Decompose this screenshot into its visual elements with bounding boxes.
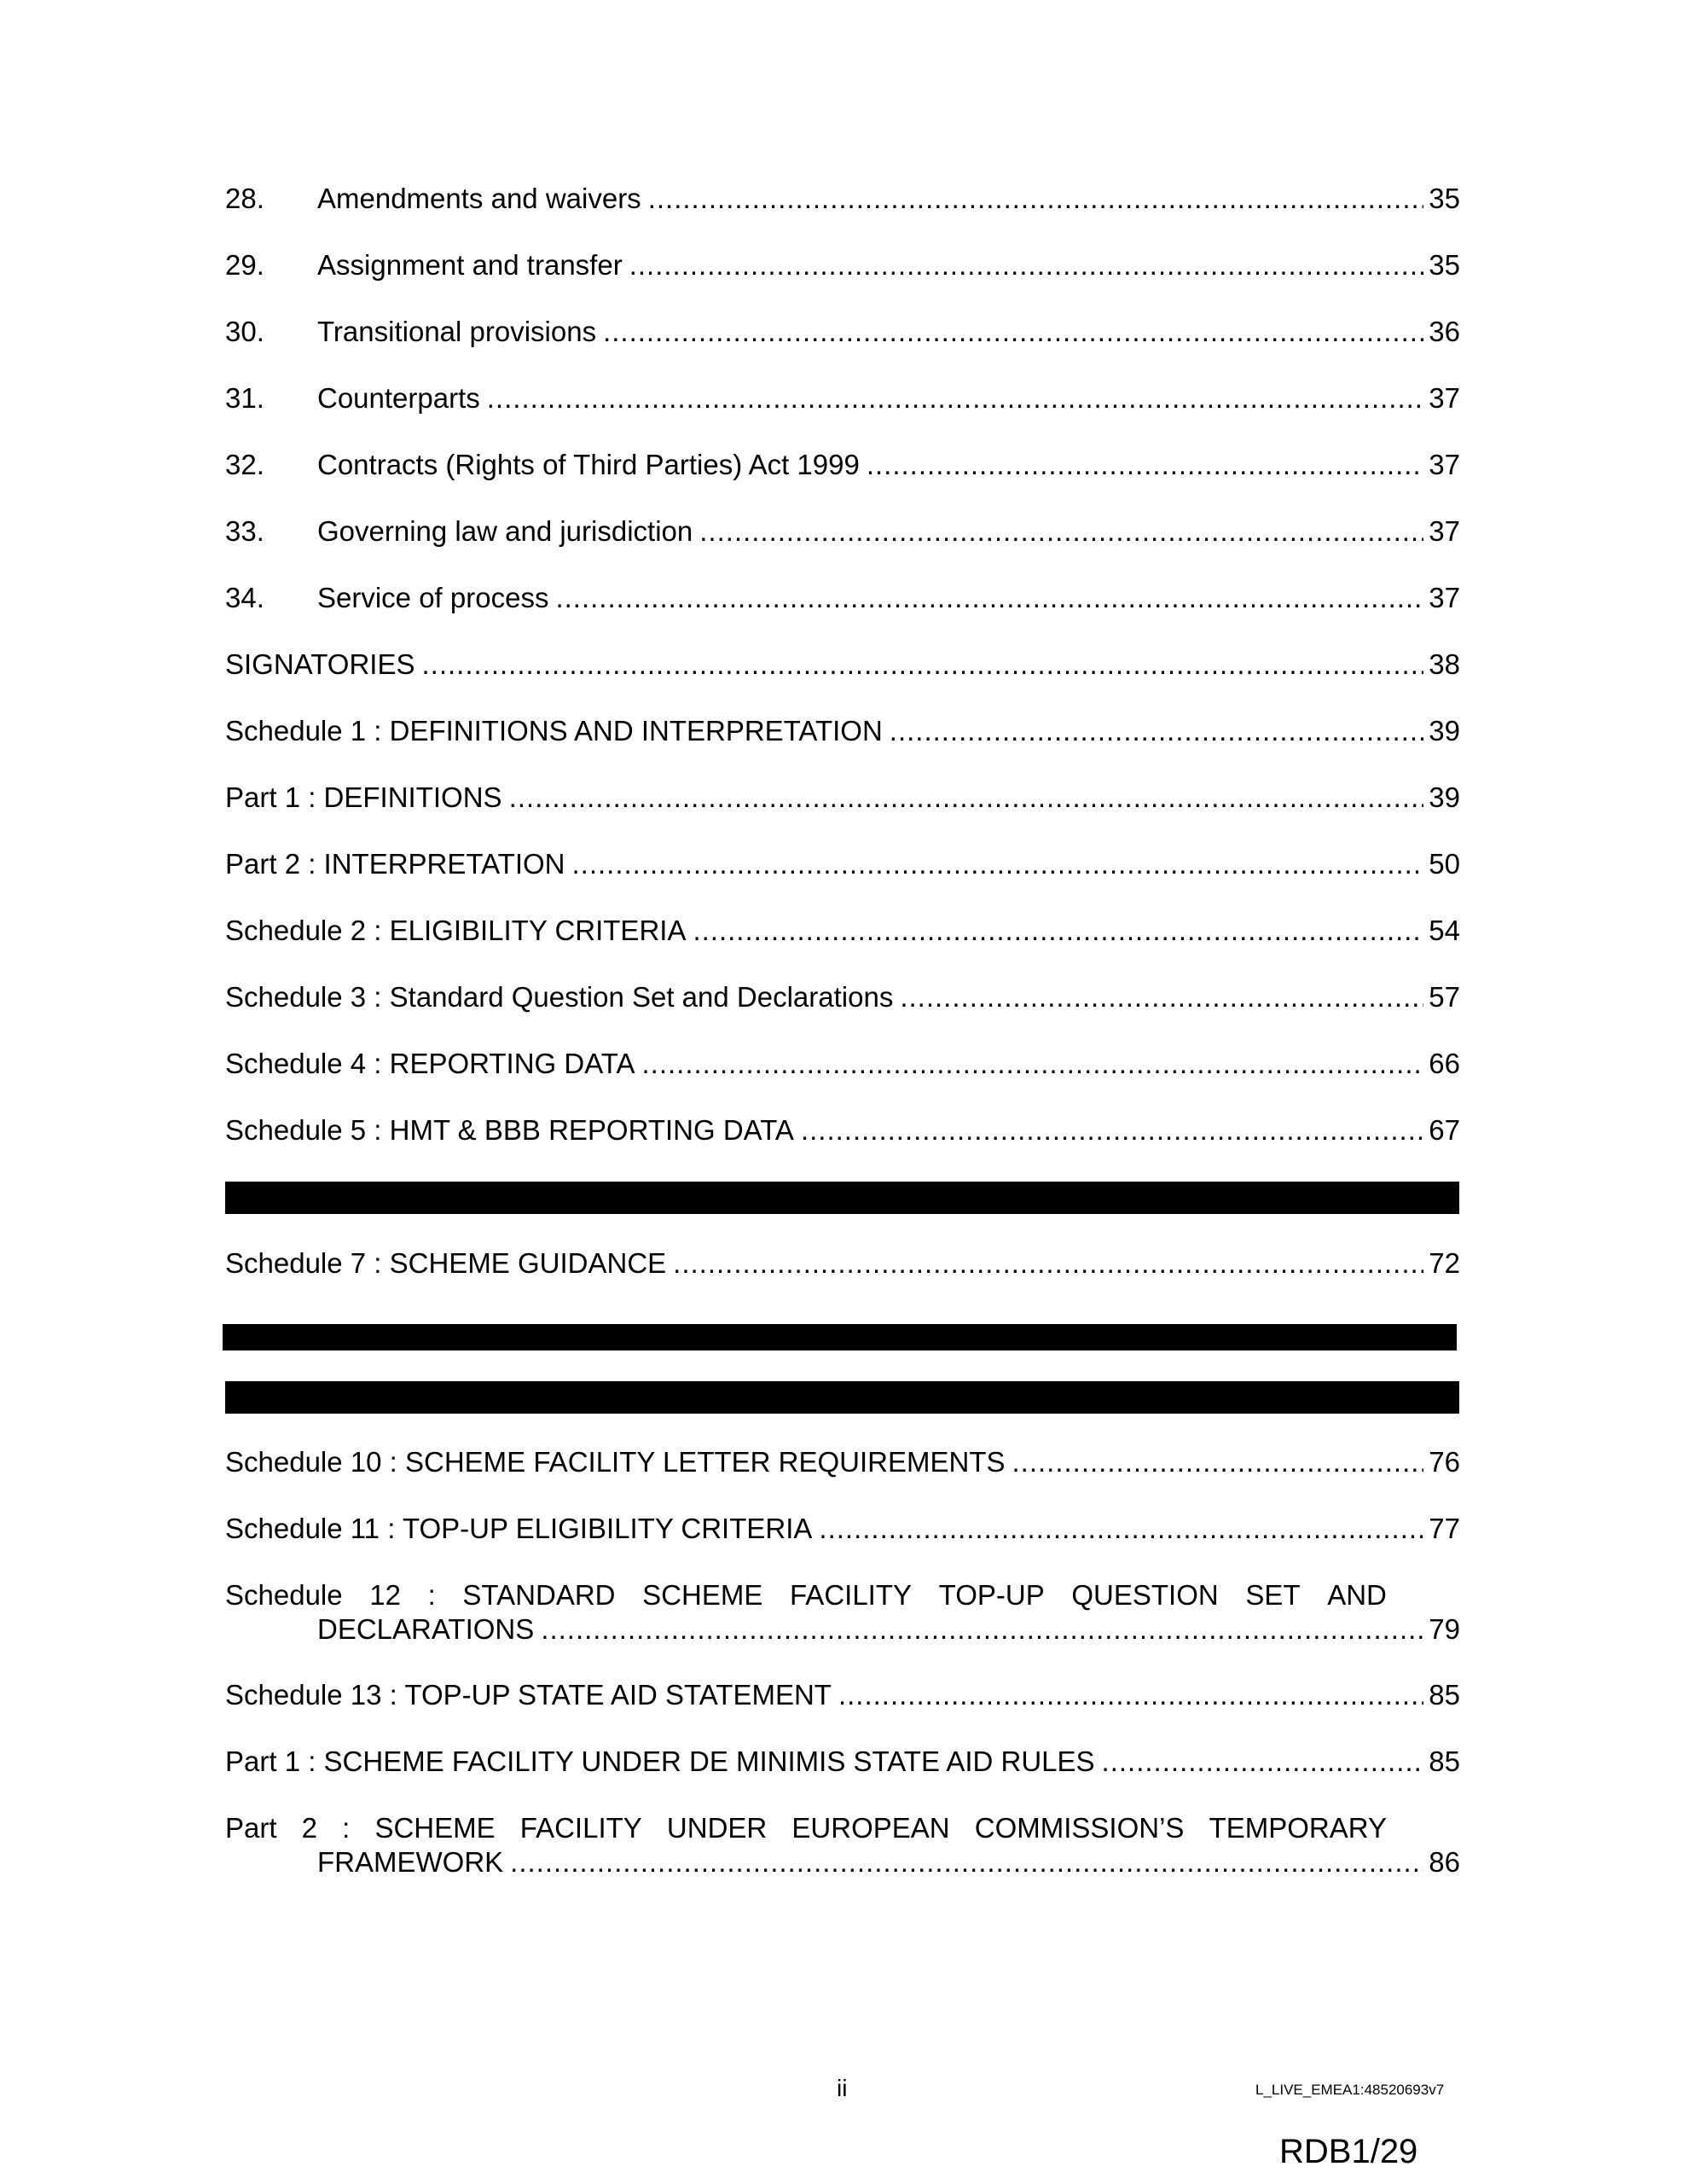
toc-entry-number: 32. [225, 449, 264, 480]
toc-entry-page: 77 [1429, 1513, 1460, 1544]
toc-entry-title: Schedule 2 : ELIGIBILITY CRITERIA [225, 915, 687, 946]
toc-entry-page: 39 [1429, 781, 1460, 813]
dot-leader [510, 1845, 1423, 1879]
toc-entry-title: Schedule 4 : REPORTING DATA [225, 1048, 635, 1079]
dot-leader [900, 980, 1423, 1014]
toc-entry-title: Schedule 13 : TOP-UP STATE AID STATEMENT [225, 1679, 832, 1711]
toc-entry-title: Amendments and waivers [317, 183, 641, 214]
toc-entry-page: 72 [1429, 1247, 1460, 1279]
toc-entry-part-2-interpretation [225, 847, 1460, 881]
toc-entry-page: 37 [1429, 382, 1460, 414]
toc-entry-page: 85 [1429, 1679, 1460, 1711]
toc-entry-schedule-2 [225, 914, 1460, 948]
toc-entry-schedule-10 [225, 1445, 1460, 1479]
footer-page-number: ii [837, 2075, 848, 2101]
toc-entry-title: Schedule 5 : HMT & BBB REPORTING DATA [225, 1114, 794, 1146]
toc-entry-title: Contracts (Rights of Third Parties) Act 1999 [317, 449, 860, 480]
dot-leader [487, 381, 1424, 415]
toc-entry-part-1-de-minimis [225, 1745, 1460, 1779]
toc-entry-page: 35 [1429, 249, 1460, 281]
dot-leader [572, 847, 1424, 881]
toc-entry-schedule-3 [225, 980, 1460, 1014]
toc-entry-schedule-4 [225, 1047, 1460, 1081]
toc-entry-page: 76 [1429, 1446, 1460, 1478]
dot-leader [642, 1047, 1424, 1081]
toc-entry-page: 66 [1429, 1048, 1460, 1079]
dot-leader [699, 514, 1423, 549]
dot-leader [867, 448, 1423, 482]
toc-entry-title: Schedule 7 : SCHEME GUIDANCE [225, 1247, 667, 1279]
toc-entry-schedule-13 [225, 1678, 1460, 1712]
toc-entry-title: Schedule 3 : Standard Question Set and Declarations [225, 981, 894, 1013]
toc-entry-page: 39 [1429, 715, 1460, 746]
toc-entry-28 [225, 182, 1460, 216]
toc-entry-page: 36 [1429, 316, 1460, 347]
dot-leader [648, 182, 1424, 216]
toc-entry-page: 67 [1429, 1114, 1460, 1146]
toc-entry-title: Schedule 11 : TOP-UP ELIGIBILITY CRITERIA [225, 1513, 813, 1544]
dot-leader [838, 1678, 1423, 1712]
toc-entry-part-2-temporary-framework [225, 1811, 1460, 1879]
dot-leader [890, 714, 1424, 748]
toc-entry-page: 37 [1429, 515, 1460, 547]
dot-leader [693, 914, 1423, 948]
toc-entry-title: Transitional provisions [317, 316, 597, 347]
toc-entry-page: 37 [1429, 449, 1460, 480]
toc-entry-page: 35 [1429, 183, 1460, 214]
toc-entry-page: 85 [1429, 1745, 1460, 1777]
toc-entry-31 [225, 381, 1460, 415]
footer-document-reference: L_LIVE_EMEA1:48520693v7 [1255, 2082, 1445, 2098]
toc-entry-schedule-7 [225, 1246, 1460, 1281]
redaction-bar [225, 1182, 1459, 1214]
redaction-bar [223, 1324, 1457, 1350]
dot-leader [629, 248, 1424, 282]
toc-entry-number: 29. [225, 249, 264, 281]
toc-entry-signatories [225, 648, 1460, 682]
toc-entry-title-line-2: DECLARATIONS [317, 1613, 535, 1645]
redaction-bar [225, 1381, 1459, 1414]
dot-leader [509, 781, 1424, 815]
toc-entry-page: 54 [1429, 915, 1460, 946]
toc-entry-schedule-11 [225, 1512, 1460, 1546]
dot-leader [673, 1246, 1423, 1281]
toc-entry-title: SIGNATORIES [225, 648, 415, 680]
toc-entry-number: 30. [225, 316, 264, 347]
dot-leader [422, 648, 1424, 682]
toc-entry-number: 34. [225, 582, 264, 613]
toc-entry-page: 37 [1429, 582, 1460, 613]
toc-entry-part-1-definitions [225, 781, 1460, 815]
toc-entry-title: Part 1 : SCHEME FACILITY UNDER DE MINIMIS STATE AID RULES [225, 1745, 1095, 1777]
toc-entry-title: Part 2 : INTERPRETATION [225, 848, 565, 880]
toc-entry-title: Counterparts [317, 382, 480, 414]
toc-entry-32 [225, 448, 1460, 482]
dot-leader [555, 581, 1423, 615]
toc-entry-page: 57 [1429, 981, 1460, 1013]
dot-leader [1012, 1445, 1424, 1479]
toc-entry-30 [225, 315, 1460, 349]
bundle-reference-stamp: RDB1/29 [1279, 2133, 1418, 2170]
toc-entry-page: 79 [1429, 1613, 1460, 1645]
toc-entry-29 [225, 248, 1460, 282]
toc-entry-title: Schedule 1 : DEFINITIONS AND INTERPRETATION [225, 715, 883, 746]
toc-entry-title: Schedule 10 : SCHEME FACILITY LETTER REQUIREMENTS [225, 1446, 1006, 1478]
toc-entry-title: Service of process [317, 582, 549, 613]
toc-entry-title: Governing law and jurisdiction [317, 515, 693, 547]
toc-entry-title: Part 1 : DEFINITIONS [225, 781, 502, 813]
dot-leader [819, 1512, 1423, 1546]
toc-entry-title-line-1: Schedule 12 : STANDARD SCHEME FACILITY TOP-UP QUESTION SET AND [225, 1579, 1387, 1611]
dot-leader [1102, 1745, 1424, 1779]
toc-entry-number: 33. [225, 515, 264, 547]
toc-entry-schedule-12 [225, 1578, 1460, 1647]
dot-leader [603, 315, 1423, 349]
toc-entry-page: 86 [1429, 1846, 1460, 1878]
toc-entry-title-line-2: FRAMEWORK [317, 1846, 504, 1878]
toc-entry-page: 50 [1429, 848, 1460, 880]
toc-entry-number: 31. [225, 382, 264, 414]
toc-entry-number: 28. [225, 183, 264, 214]
dot-leader [541, 1612, 1423, 1647]
dot-leader [801, 1113, 1423, 1147]
toc-entry-schedule-1 [225, 714, 1460, 748]
toc-entry-page: 38 [1429, 648, 1460, 680]
toc-entry-34 [225, 581, 1460, 615]
toc-entry-schedule-5 [225, 1113, 1460, 1147]
toc-entry-title-line-1: Part 2 : SCHEME FACILITY UNDER EUROPEAN COMMISSION’S TEMPORARY [225, 1812, 1387, 1844]
toc-entry-title: Assignment and transfer [317, 249, 623, 281]
toc-entry-33 [225, 514, 1460, 549]
